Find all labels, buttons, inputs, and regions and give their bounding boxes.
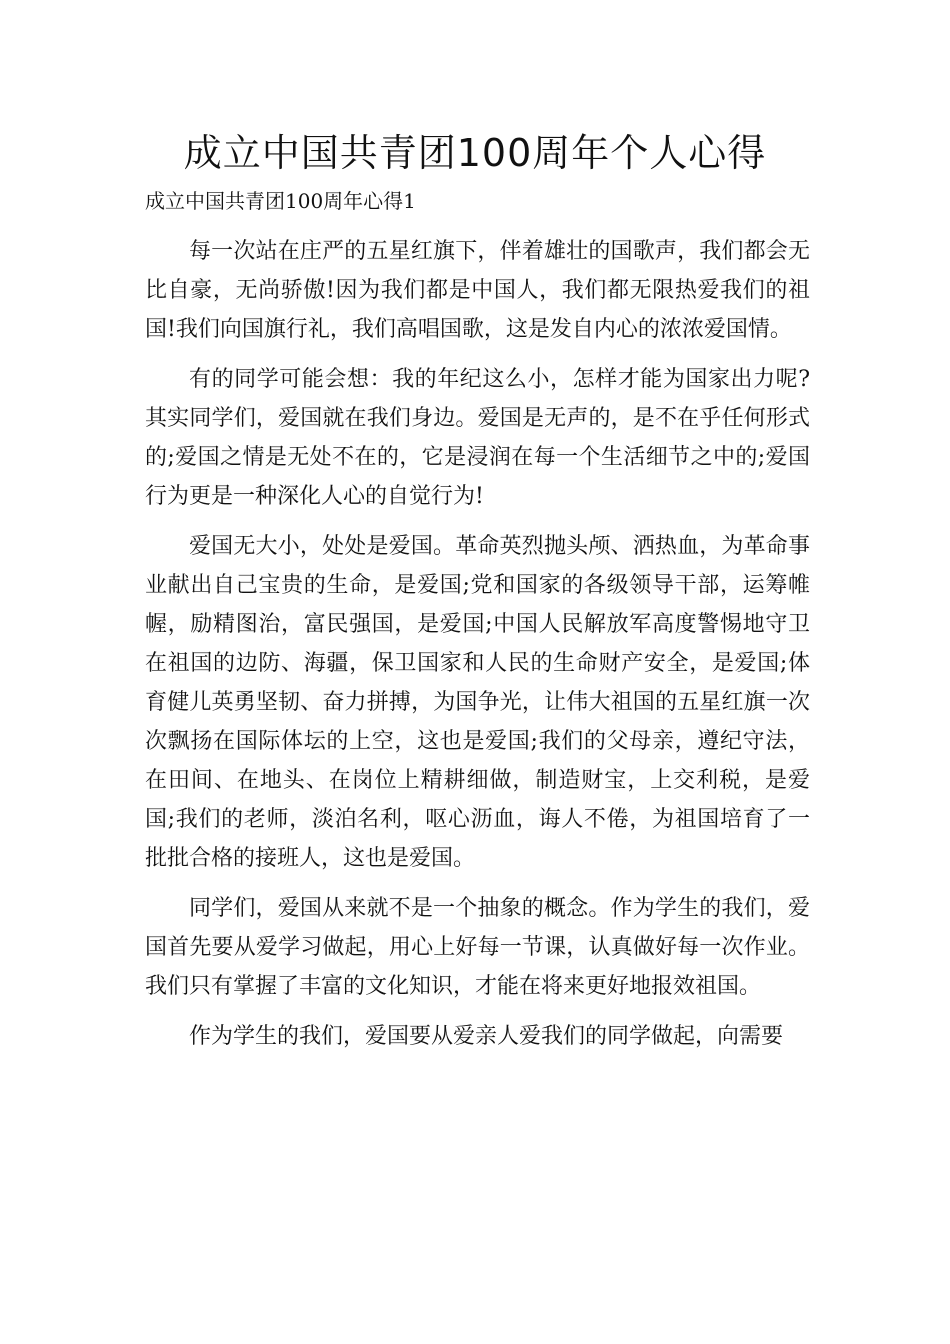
document-body: [145, 232, 810, 1067]
document-title: 成立中国共青团100周年个人心得: [183, 131, 767, 175]
paragraph-4: 同学们，爱国从来就不是一个抽象的概念。作为学生的我们，爱国首先要从爱学习做起，用心上好每一节课，认真做好每一次作业。我们只有掌握了丰富的文化知识，才能在将来更好地报效祖国。: [145, 896, 810, 999]
section-heading: 成立中国共青团100周年心得1: [145, 189, 416, 213]
paragraph-1: 每一次站在庄严的五星红旗下，伴着雄壮的国歌声，我们都会无比自豪，无尚骄傲!因为我们都是中国人，我们都无限热爱我们的祖国!我们向国旗行礼，我们高唱国歌，这是发自内心的浓浓爱国情。: [145, 239, 810, 342]
paragraph-5: 作为学生的我们，爱国要从爱亲人爱我们的同学做起，向需要: [189, 1024, 784, 1049]
paragraph-3: 爱国无大小，处处是爱国。革命英烈抛头颅、洒热血，为革命事业献出自己宝贵的生命，是爱国;党和国家的各级领导干部，运筹帷幄，励精图治，富民强国，是爱国;中国人民解放军高度警惕地守卫在祖国的边防、海疆，保卫国家和人民的生命财产安全，是爱国;体育健儿英勇坚韧、奋力拼搏，为国争光，让伟大祖国的五星红旗一次次飘扬在国际体坛的上空，这也是爱国;我们的父母亲，遵纪守法，在田间、在地头、在岗位上精耕细做，制造财宝，上交利税，是爱国;我们的老师，淡泊名利，呕心沥血，诲人不倦，为祖国培育了一批批合格的接班人，这也是爱国。: [145, 534, 810, 871]
paragraph-2: 有的同学可能会想：我的年纪这么小，怎样才能为国家出力呢?其实同学们，爱国就在我们身边。爱国是无声的，是不在乎任何形式的;爱国之情是无处不在的，它是浸润在每一个生活细节之中的;爱国行为更是一种深化人心的自觉行为!: [145, 367, 810, 509]
